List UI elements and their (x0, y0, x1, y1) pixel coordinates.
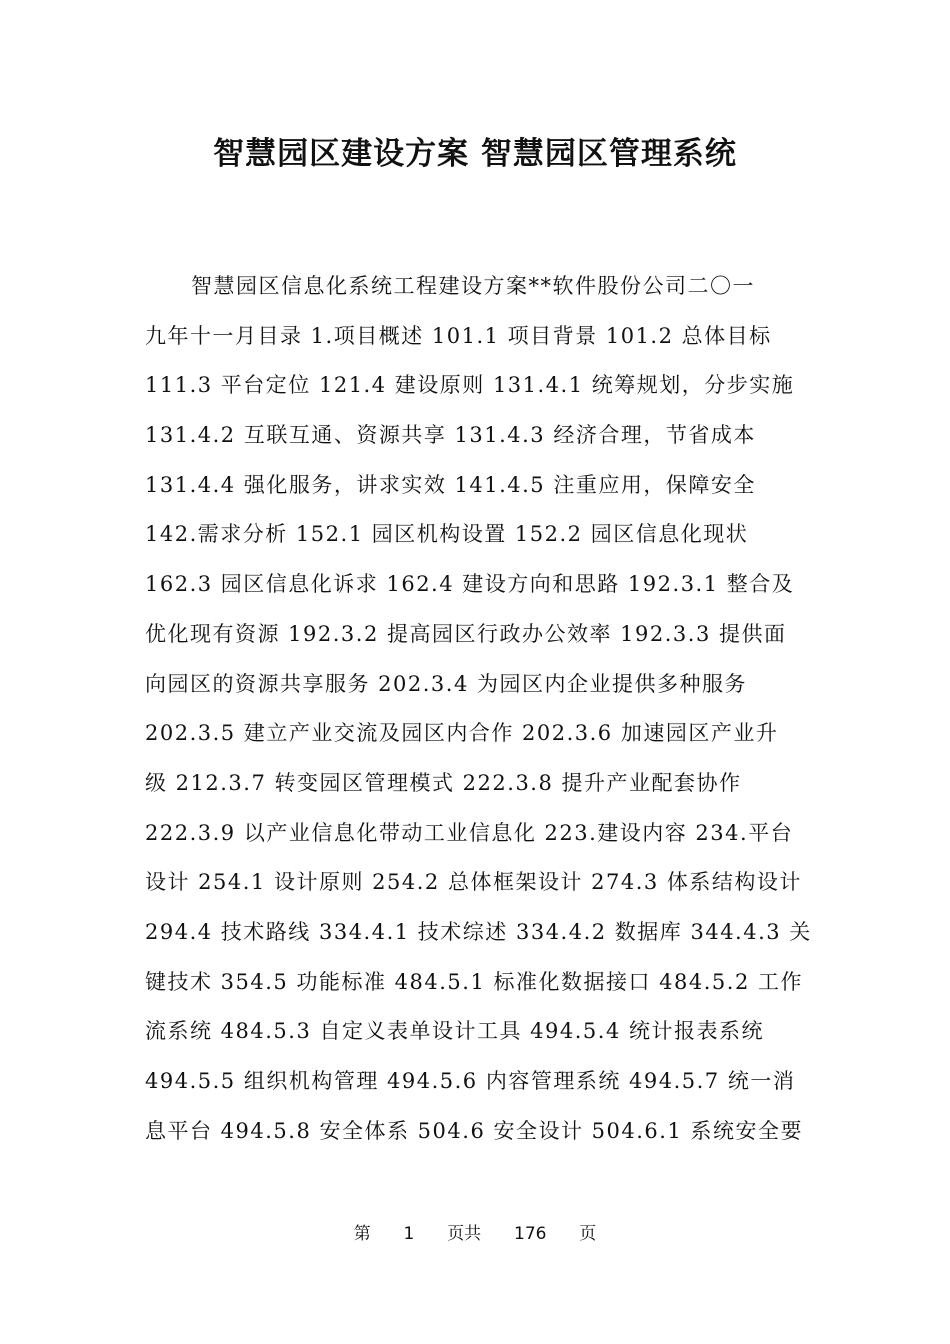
body-line: 息平台 494.5.8 安全体系 504.6 安全设计 504.6.1 系统安全要 (145, 1118, 803, 1143)
body-line: 优化现有资源 192.3.2 提高园区行政办公效率 192.3.3 提供面 (145, 621, 787, 646)
body-line: 294.4 技术路线 334.4.1 技术综述 334.4.2 数据库 344.4.3 关 (145, 919, 812, 944)
body-line: 162.3 园区信息化诉求 162.4 建设方向和思路 192.3.1 整合及 (145, 572, 795, 597)
footer-prefix: 第 (353, 1224, 371, 1244)
body-line: 222.3.9 以产业信息化带动工业信息化 223.建设内容 234.平台 (145, 820, 794, 845)
body-line: 键技术 354.5 功能标准 484.5.1 标准化数据接口 484.5.2 工作 (145, 969, 803, 994)
body-line: 202.3.5 建立产业交流及园区内合作 202.3.6 加速园区产业升 (145, 721, 779, 746)
body-line: 131.4.2 互联互通、资源共享 131.4.3 经济合理，节省成本 (145, 423, 756, 448)
body-line: 级 212.3.7 转变园区管理模式 222.3.8 提升产业配套协作 (145, 770, 742, 795)
current-page-number: 1 (403, 1224, 415, 1244)
footer-middle: 页共 (447, 1224, 482, 1244)
body-line: 九年十一月目录 1.项目概述 101.1 项目背景 101.2 总体目标 (145, 323, 772, 348)
document-body (145, 262, 812, 1156)
total-pages: 176 (514, 1224, 547, 1244)
body-line: 设计 254.1 设计原则 254.2 总体框架设计 274.3 体系结构设计 (145, 870, 802, 895)
body-line: 142.需求分析 152.1 园区机构设置 152.2 园区信息化现状 (145, 522, 749, 547)
body-line: 智慧园区信息化系统工程建设方案**软件股份公司二〇一 (191, 274, 755, 298)
page-footer (0, 1222, 950, 1246)
footer-suffix: 页 (579, 1224, 597, 1244)
body-line: 131.4.4 强化服务，讲求实效 141.4.5 注重应用，保障安全 (145, 472, 756, 497)
body-line: 111.3 平台定位 121.4 建设原则 131.4.1 统筹规划，分步实施 (145, 373, 795, 398)
document-title: 智慧园区建设方案 智慧园区管理系统 (213, 136, 737, 172)
body-line: 494.5.5 组织机构管理 494.5.6 内容管理系统 494.5.7 统一消 (145, 1069, 796, 1093)
body-line: 流系统 484.5.3 自定义表单设计工具 494.5.4 统计报表系统 (145, 1019, 765, 1044)
body-line: 向园区的资源共享服务 202.3.4 为园区内企业提供多种服务 (145, 671, 748, 696)
